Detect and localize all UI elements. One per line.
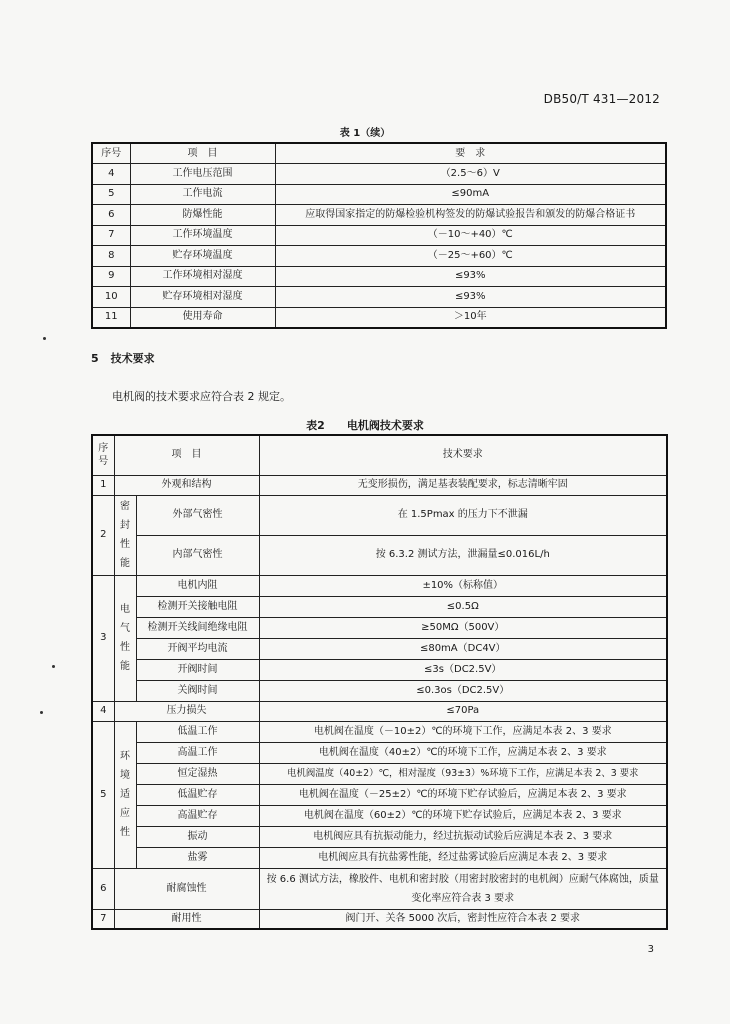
table-row bbox=[92, 763, 667, 784]
row-no: 5 bbox=[92, 184, 130, 205]
row-item: 耐用性 bbox=[114, 909, 259, 929]
table-row bbox=[92, 701, 667, 721]
page-number: 3 bbox=[647, 944, 654, 955]
row-item: 低温贮存 bbox=[136, 784, 259, 805]
document-code: DB50/T 431—2012 bbox=[543, 92, 660, 106]
table-row bbox=[92, 246, 666, 267]
table-row bbox=[92, 784, 667, 805]
row-req: 电机阀在温度（－10±2）℃的环境下工作，应满足本表 2、3 要求 bbox=[259, 721, 667, 742]
row-req: 电机阀应具有抗盐雾性能，经过盐雾试验后应满足本表 2、3 要求 bbox=[259, 847, 667, 868]
scan-speck bbox=[40, 711, 43, 714]
table-row bbox=[92, 307, 666, 328]
row-req: ≤0.3os（DC2.5V） bbox=[259, 680, 667, 701]
row-no: 5 bbox=[92, 721, 114, 868]
row-item: 贮存环境温度 bbox=[130, 246, 275, 267]
row-req: ≤80mA（DC4V） bbox=[259, 638, 667, 659]
table1-header-row bbox=[92, 143, 666, 164]
row-no: 1 bbox=[92, 475, 114, 495]
table-row bbox=[92, 617, 667, 638]
row-req: 电机阀在温度（60±2）℃的环境下贮存试验后，应满足本表 2、3 要求 bbox=[259, 805, 667, 826]
row-req: ≤0.5Ω bbox=[259, 596, 667, 617]
row-item: 低温工作 bbox=[136, 721, 259, 742]
table1-caption: 表 1（续） bbox=[339, 128, 391, 139]
table-row bbox=[92, 184, 666, 205]
row-no: 2 bbox=[92, 495, 114, 575]
row-item: 开阀平均电流 bbox=[136, 638, 259, 659]
row-req: ＞10年 bbox=[275, 307, 666, 328]
table1-body bbox=[92, 143, 666, 328]
row-item: 防爆性能 bbox=[130, 205, 275, 226]
table-row bbox=[92, 164, 666, 185]
table-row bbox=[92, 205, 666, 226]
table-row bbox=[92, 266, 666, 287]
table-row bbox=[92, 535, 667, 575]
group-label: 环 境 适 应 性 bbox=[114, 721, 136, 868]
row-item: 外观和结构 bbox=[114, 475, 259, 495]
table-row bbox=[92, 475, 667, 495]
scan-speck bbox=[52, 665, 55, 668]
row-item: 高温工作 bbox=[136, 742, 259, 763]
row-req: ±10%（标称值） bbox=[259, 575, 667, 596]
table-row bbox=[92, 638, 667, 659]
table-row bbox=[92, 659, 667, 680]
row-item: 工作电压范围 bbox=[130, 164, 275, 185]
row-no: 10 bbox=[92, 287, 130, 308]
row-item: 工作电流 bbox=[130, 184, 275, 205]
row-item: 检测开关线间绝缘电阻 bbox=[136, 617, 259, 638]
row-req: ≥50MΩ（500V） bbox=[259, 617, 667, 638]
row-req: （2.5～6）V bbox=[275, 164, 666, 185]
row-req: 电机阀在温度（－25±2）℃的环境下贮存试验后，应满足本表 2、3 要求 bbox=[259, 784, 667, 805]
table2-caption-label: 表2 bbox=[306, 419, 325, 432]
row-item: 内部气密性 bbox=[136, 535, 259, 575]
row-req: ≤90mA bbox=[275, 184, 666, 205]
row-req: 电机阀温度（40±2）℃，相对湿度（93±3）%环境下工作，应满足本表 2、3 要求 bbox=[259, 763, 667, 784]
row-no: 3 bbox=[92, 575, 114, 701]
row-req: ≤93% bbox=[275, 266, 666, 287]
table2-header-row bbox=[92, 435, 667, 475]
table-row bbox=[92, 868, 667, 909]
table1-header-cell: 要 求 bbox=[275, 143, 666, 164]
row-item: 工作环境相对湿度 bbox=[130, 266, 275, 287]
row-no: 8 bbox=[92, 246, 130, 267]
row-item: 外部气密性 bbox=[136, 495, 259, 535]
row-item: 电机内阻 bbox=[136, 575, 259, 596]
row-req: ≤3s（DC2.5V） bbox=[259, 659, 667, 680]
row-item: 工作环境温度 bbox=[130, 225, 275, 246]
table-row bbox=[92, 575, 667, 596]
table-row bbox=[92, 596, 667, 617]
row-item: 贮存环境相对湿度 bbox=[130, 287, 275, 308]
body-paragraph: 电机阀的技术要求应符合表 2 规定。 bbox=[112, 390, 291, 403]
header-item: 项 目 bbox=[114, 435, 259, 475]
table1-header-cell: 序号 bbox=[92, 143, 130, 164]
row-item: 高温贮存 bbox=[136, 805, 259, 826]
row-no: 4 bbox=[92, 164, 130, 185]
row-req: 按 6.3.2 测试方法，泄漏量≤0.016L/h bbox=[259, 535, 667, 575]
row-no: 9 bbox=[92, 266, 130, 287]
row-req: 阀门开、关各 5000 次后，密封性应符合本表 2 要求 bbox=[259, 909, 667, 929]
table-row bbox=[92, 287, 666, 308]
row-req: 电机阀在温度（40±2）℃的环境下工作，应满足本表 2、3 要求 bbox=[259, 742, 667, 763]
table2-caption bbox=[0, 417, 730, 433]
row-item: 关阀时间 bbox=[136, 680, 259, 701]
row-no: 11 bbox=[92, 307, 130, 328]
row-item: 恒定湿热 bbox=[136, 763, 259, 784]
scan-speck bbox=[43, 337, 46, 340]
row-item: 开阀时间 bbox=[136, 659, 259, 680]
header-req: 技术要求 bbox=[259, 435, 667, 475]
table-row bbox=[92, 909, 667, 929]
row-req: 应取得国家指定的防爆检验机构签发的防爆试验报告和颁发的防爆合格证书 bbox=[275, 205, 666, 226]
row-no: 7 bbox=[92, 909, 114, 929]
row-req: 电机阀应具有抗振动能力，经过抗振动试验后应满足本表 2、3 要求 bbox=[259, 826, 667, 847]
table-row bbox=[92, 680, 667, 701]
table-row bbox=[92, 495, 667, 535]
row-no: 6 bbox=[92, 205, 130, 226]
row-req: ≤93% bbox=[275, 287, 666, 308]
table-row bbox=[92, 826, 667, 847]
table2 bbox=[91, 434, 668, 930]
row-req: （－10～+40）℃ bbox=[275, 225, 666, 246]
section-title: 技术要求 bbox=[110, 352, 155, 365]
row-item: 使用寿命 bbox=[130, 307, 275, 328]
row-item: 振动 bbox=[136, 826, 259, 847]
row-req: ≤70Pa bbox=[259, 701, 667, 721]
row-item: 耐腐蚀性 bbox=[114, 868, 259, 909]
row-item: 压力损失 bbox=[114, 701, 259, 721]
table-row bbox=[92, 742, 667, 763]
table1-header-cell: 项 目 bbox=[130, 143, 275, 164]
section-heading bbox=[91, 350, 155, 366]
group-label: 电 气 性 能 bbox=[114, 575, 136, 701]
row-no: 6 bbox=[92, 868, 114, 909]
row-no: 7 bbox=[92, 225, 130, 246]
table2-caption-title: 电机阀技术要求 bbox=[346, 419, 424, 432]
table1 bbox=[91, 142, 667, 329]
row-req: （－25～+60）℃ bbox=[275, 246, 666, 267]
table-row bbox=[92, 847, 667, 868]
row-item: 检测开关接触电阻 bbox=[136, 596, 259, 617]
table-row bbox=[92, 805, 667, 826]
table-row bbox=[92, 225, 666, 246]
header-no: 序 号 bbox=[92, 435, 114, 475]
row-no: 4 bbox=[92, 701, 114, 721]
row-item: 盐雾 bbox=[136, 847, 259, 868]
row-req: 按 6.6 测试方法，橡胶件、电机和密封胶（用密封胶密封的电机阀）应耐气体腐蚀，质量变化率应符合表 3 要求 bbox=[259, 868, 667, 909]
row-req: 在 1.5Pmax 的压力下不泄漏 bbox=[259, 495, 667, 535]
row-req: 无变形损伤，满足基表装配要求，标志清晰牢固 bbox=[259, 475, 667, 495]
group-label: 密 封 性 能 bbox=[114, 495, 136, 575]
table-row bbox=[92, 721, 667, 742]
section-number: 5 bbox=[91, 352, 99, 365]
